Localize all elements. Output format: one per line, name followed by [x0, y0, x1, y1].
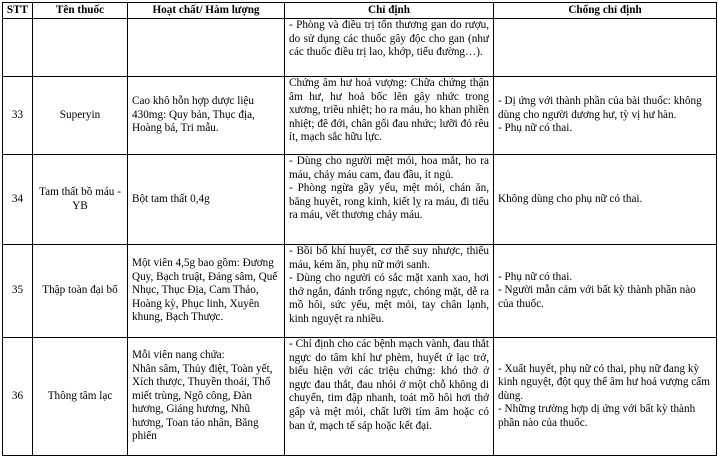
indication-line: - Dùng cho người có sắc mặt xanh xao, hơi thở ngắn, đánh trống ngực, chóng mặt, dễ ra mồ hôi, sức yếu, mệt mỏi, tay chân lạnh, kinh nguyệt ra nhiều.: [289, 272, 489, 325]
table-row: [3, 245, 717, 338]
indication-line: - Dùng cho người mệt mỏi, hoa mắt, ho ra máu, chảy máu cam, đau đầu, ít ngủ.: [289, 155, 489, 181]
ingredient-line: Mỗi viên nang chứa:: [132, 348, 225, 361]
row-stt: 33: [3, 77, 33, 155]
row-contraindications: [494, 245, 717, 338]
row-stt: 34: [3, 155, 33, 245]
contraindication-line: - Phụ nữ có thai.: [498, 122, 573, 135]
row-indications: [285, 338, 494, 456]
ingredient-line: Nhân sâm, Thủy điệt, Toàn yết, Xích thược, Thuyền thoái, Thổ miết trùng, Ngô công, Đàn hương, Giáng hương, Nhũ hương, Toan táo nhân, Băng phiến: [132, 362, 273, 443]
row-drug-name: Thông tâm lạc: [33, 338, 128, 456]
header-indications: Chỉ định: [285, 3, 494, 19]
indication-line: - Chỉ định cho các bệnh mạch vành, đau thắt ngực do tâm khí hư phèm, huyết ứ lạc trở, biểu hiện với các triệu chứng: khó thở ở ngực đau thắt, đau nhói ở một chỗ không di chuyển, tim đập nhanh, toát mồ hôi hơi thở gấp và mệt mỏi, chất lưỡi tím âm hoặc có ban ứ, mạch tế sáp hoặc kết đại.: [289, 338, 489, 432]
row-drug-name: [33, 19, 128, 77]
header-stt: STT: [3, 3, 33, 19]
header-contraindications: Chống chỉ định: [494, 3, 717, 19]
header-row: [3, 3, 717, 19]
row-stt: [3, 19, 33, 77]
row-drug-name: Tam thất bồ máu - YB: [33, 155, 128, 245]
row-indications: [285, 77, 494, 155]
contraindication-line: - Xuất huyết, phụ nữ có thai, phụ nữ đang kỳ kinh nguyệt, đột quỵ thể âm hư hoả vượng cấm dùng.: [498, 362, 710, 402]
contraindication-line: - Dị ứng với thành phần của bài thuốc: không dùng cho người dương hư, tỳ vị hư hàn.: [498, 95, 702, 121]
ingredient-line: Bột tam thất 0,4g: [132, 192, 210, 205]
table-row: [3, 155, 717, 245]
row-ingredients: [128, 245, 285, 338]
row-ingredients: [128, 155, 285, 245]
contraindication-line: - Phụ nữ có thai.: [498, 270, 573, 283]
ingredient-line: Một viên 4,5g bao gồm: Đương Quy, Bạch truật, Đảng sâm, Quế Nhục, Thục Địa, Cam Thảo, Hoàng kỳ, Phục linh, Xuyên khung, Bạch Thược.: [132, 257, 278, 324]
row-indications: [285, 245, 494, 338]
row-contraindications: [494, 19, 717, 77]
indication-line: - Phòng ngừa gầy yếu, mệt mỏi, chán ăn, băng huyết, rong kinh, kiết lỵ ra máu, đi tiểu ra máu, vết thương chảy máu.: [289, 182, 489, 222]
row-contraindications: [494, 77, 717, 155]
row-ingredients: [128, 338, 285, 456]
ingredient-line: Cao khô hỗn hợp dược liệu 430mg: Quy bản, Thục địa, Hoàng bá, Tri mẫu.: [132, 95, 255, 135]
row-ingredients: [128, 77, 285, 155]
row-drug-name: Superyin: [33, 77, 128, 155]
contraindication-line: - Người mẫn cảm với bất kỳ thành phần nào của thuốc.: [498, 284, 696, 310]
row-stt: 36: [3, 338, 33, 456]
row-indications: [285, 19, 494, 77]
contraindication-line: Không dùng cho phụ nữ có thai.: [498, 192, 643, 205]
indication-line: Chứng âm hư hoả vượng: Chữa chứng thận âm hư, hư hoả bốc lên gây nhức trong xương, triều nhiệt; ho ra máu, ho khan phiền nhiệt; đê đới, chân gối đau nhức; lưỡi đỏ rêu ít, mạch sắc hữu lực.: [289, 77, 489, 144]
header-drug-name: Tên thuốc: [33, 3, 128, 19]
row-drug-name: Thập toàn đại bổ: [33, 245, 128, 338]
row-contraindications: [494, 338, 717, 456]
table-row: [3, 19, 717, 77]
header-ingredients: Hoạt chất/ Hàm lượng: [128, 3, 285, 19]
contraindication-line: - Những trường hợp dị ứng với bất kỳ thành phần nào của thuốc.: [498, 403, 696, 429]
indication-line: - Phòng và điều trị tổn thương gan do rượu, do sử dụng các thuốc gây độc cho gan (như các thuốc điều trị lao, khớp, tiểu đường…).: [289, 19, 489, 59]
drug-table: [2, 2, 717, 456]
row-indications: [285, 155, 494, 245]
row-stt: 35: [3, 245, 33, 338]
indication-line: - Bồi bổ khí huyết, cơ thể suy nhược, thiếu máu, kém ăn, phụ nữ mới sanh.: [289, 245, 489, 271]
row-contraindications: [494, 155, 717, 245]
table-row: [3, 338, 717, 456]
table-row: [3, 77, 717, 155]
row-ingredients: [128, 19, 285, 77]
